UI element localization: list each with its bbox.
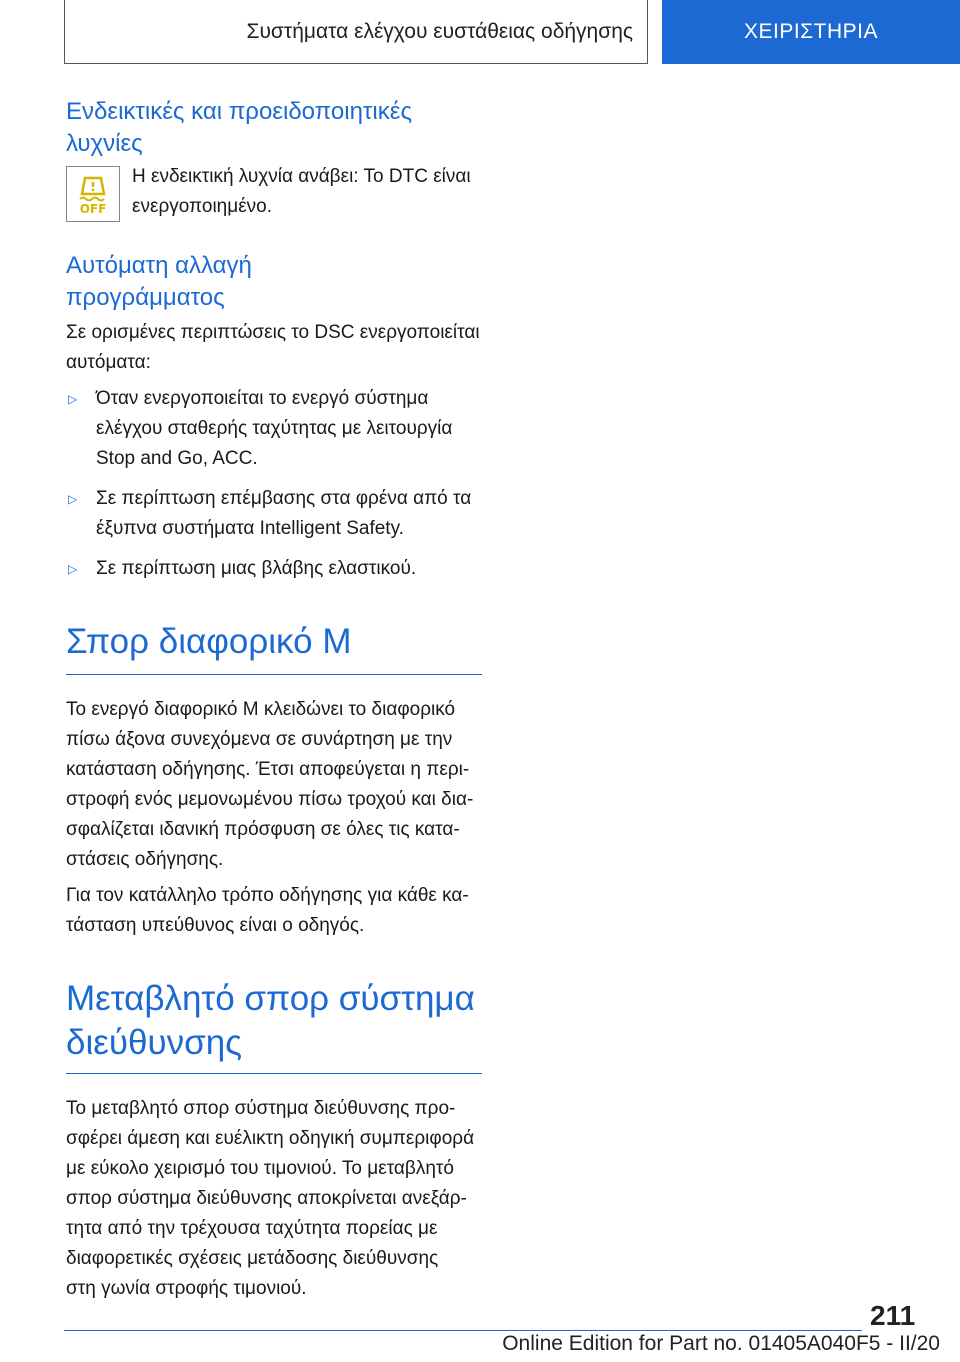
footer-edition: Online Edition for Part no. 01405A040F5 - II/20: [502, 1332, 940, 1355]
header-section-label: Συστήματα ελέγχου ευστάθειας οδήγησης: [246, 19, 633, 43]
indicators-heading: Ενδεικτικές και προειδοποιητικές λυχνίες: [66, 98, 413, 157]
steering-paragraph: Το μεταβλητό σπορ σύστημα διεύθυνσης προ- σφέρει άμεση και ευέλικτη οδηγική συμπεριφορά με εύκολο χειρισμό του τιμονιού. Το μεταβλητό σπορ σύστημα διεύθυνσης αποκρίνεται ανεξάρ- τητα από την τρέχουσα ταχύτητα πορείας με διαφορετικές σχέσεις μετάδοσης διεύθυνσης στη γωνία στροφής τιμονιού.: [66, 1098, 475, 1299]
m-diff-paragraph-1: Το ενεργό διαφορικό M κλειδώνει το διαφορικό πίσω άξονα συνεχόμενα σε συνάρτηση με την κατάσταση οδήγησης. Έτσι αποφεύγεται η περι- στροφή ενός μεμονωμένου πίσω τροχού και δια- σφαλίζεται ιδανική πρόσφυση σε όλες τις κατα- στάσεις οδήγησης.: [66, 699, 474, 870]
header-chapter-tab[interactable]: [662, 0, 960, 64]
steering-heading: Μεταβλητό σπορ σύστημα διεύθυνσης: [66, 977, 482, 1074]
triangle-bullet-icon: ▷: [68, 562, 78, 576]
page-content: [66, 96, 482, 1304]
list-item: ▷ Σε περίπτωση επέμβασης στα φρένα από τα έξυπνα συστήματα Intelligent Safety.: [66, 484, 482, 544]
indicator-row: [66, 166, 482, 222]
list-item: ▷ Σε περίπτωση μιας βλάβης ελαστικού.: [66, 554, 482, 584]
dsc-off-warning-icon: [66, 166, 120, 222]
m-diff-paragraph-2: Για τον κατάλληλο τρόπο οδήγησης για κάθε κα- τάσταση υπεύθυνος είναι ο οδηγός.: [66, 885, 469, 936]
triangle-bullet-icon: ▷: [68, 492, 78, 506]
page-number: 211: [870, 1300, 916, 1331]
indicators-section: [66, 96, 482, 222]
steering-section: [66, 977, 482, 1304]
auto-change-section: [66, 250, 482, 584]
header-chapter-label: ΧΕΙΡΙΣΤΗΡΙΑ: [743, 20, 878, 43]
indicator-description: Η ενδεικτική λυχνία ανάβει: Το DTC είναι ενεργοποιημένο.: [132, 166, 471, 217]
m-diff-section: [66, 620, 482, 941]
header-section-title: [64, 0, 648, 64]
triangle-bullet-icon: ▷: [68, 392, 78, 406]
auto-change-heading: Αυτόματη αλλαγή προγράμματος: [66, 252, 252, 311]
dsc-off-label: OFF: [79, 202, 107, 216]
auto-change-intro: Σε ορισμένες περιπτώσεις το DSC ενεργοποιείται αυτόματα:: [66, 322, 480, 373]
list-item: ▷ Όταν ενεργοποιείται το ενεργό σύστημα ελέγχου σταθερής ταχύτητας με λειτουργία Stop and Go, ACC.: [66, 384, 482, 474]
footer-divider: [64, 1330, 862, 1331]
auto-change-list: [66, 384, 482, 584]
m-diff-heading: Σπορ διαφορικό M: [66, 620, 482, 675]
